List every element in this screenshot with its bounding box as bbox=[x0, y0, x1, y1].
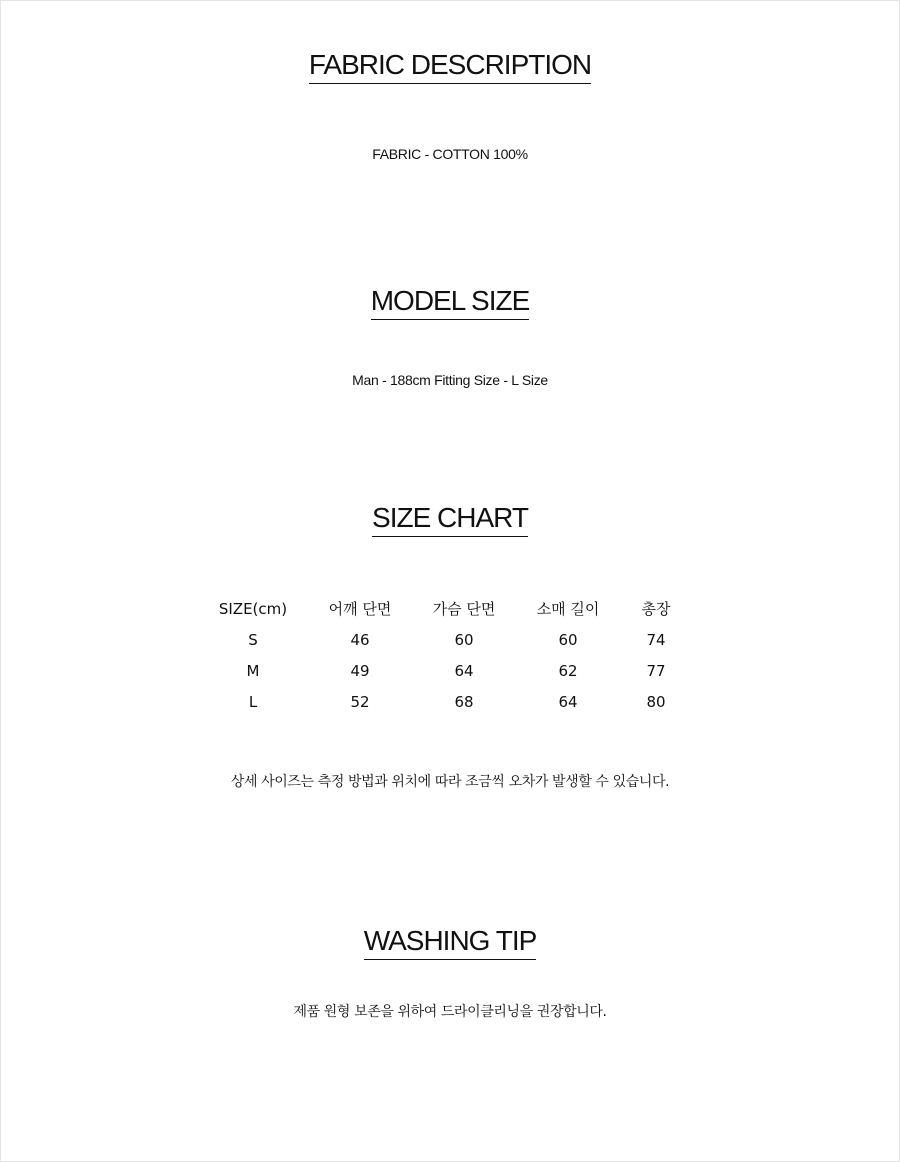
length-cell: 77 bbox=[646, 662, 666, 680]
sleeve-cell: 62 bbox=[558, 662, 578, 680]
column-header-sleeve: 소매 길이 bbox=[536, 600, 600, 618]
table-row bbox=[198, 687, 692, 718]
sleeve-cell: 64 bbox=[558, 693, 578, 711]
table-row bbox=[198, 625, 692, 656]
length-cell: 80 bbox=[646, 693, 666, 711]
model-size-text: Man - 188cm Fitting Size - L Size bbox=[352, 372, 548, 388]
size-cell: M bbox=[246, 662, 260, 680]
washing-tip-heading: WASHING TIP bbox=[0, 924, 900, 960]
shoulder-cell: 46 bbox=[350, 631, 370, 649]
chest-cell: 68 bbox=[454, 693, 474, 711]
column-header-size: SIZE(cm) bbox=[218, 600, 288, 618]
column-header-shoulder: 어깨 단면 bbox=[328, 600, 392, 618]
size-cell: L bbox=[248, 693, 258, 711]
chest-cell: 60 bbox=[454, 631, 474, 649]
size-chart-heading: SIZE CHART bbox=[0, 501, 900, 537]
chest-cell: 64 bbox=[454, 662, 474, 680]
washing-tip-text: 제품 원형 보존을 위하여 드라이클리닝을 권장합니다. bbox=[293, 1004, 607, 1020]
fabric-description-heading: FABRIC DESCRIPTION bbox=[0, 48, 900, 84]
sleeve-cell: 60 bbox=[558, 631, 578, 649]
size-chart-table bbox=[198, 594, 692, 718]
column-header-chest: 가슴 단면 bbox=[432, 600, 496, 618]
fabric-text: FABRIC - COTTON 100% bbox=[372, 146, 528, 162]
shoulder-cell: 49 bbox=[350, 662, 370, 680]
model-size-heading: MODEL SIZE bbox=[0, 284, 900, 320]
size-cell: S bbox=[248, 631, 258, 649]
column-header-length: 총장 bbox=[641, 600, 671, 618]
table-row bbox=[198, 656, 692, 687]
shoulder-cell: 52 bbox=[350, 693, 370, 711]
size-note-text: 상세 사이즈는 측정 방법과 위치에 따라 조금씩 오차가 발생할 수 있습니다. bbox=[230, 774, 670, 790]
size-chart-header-row bbox=[198, 594, 692, 625]
length-cell: 74 bbox=[646, 631, 666, 649]
